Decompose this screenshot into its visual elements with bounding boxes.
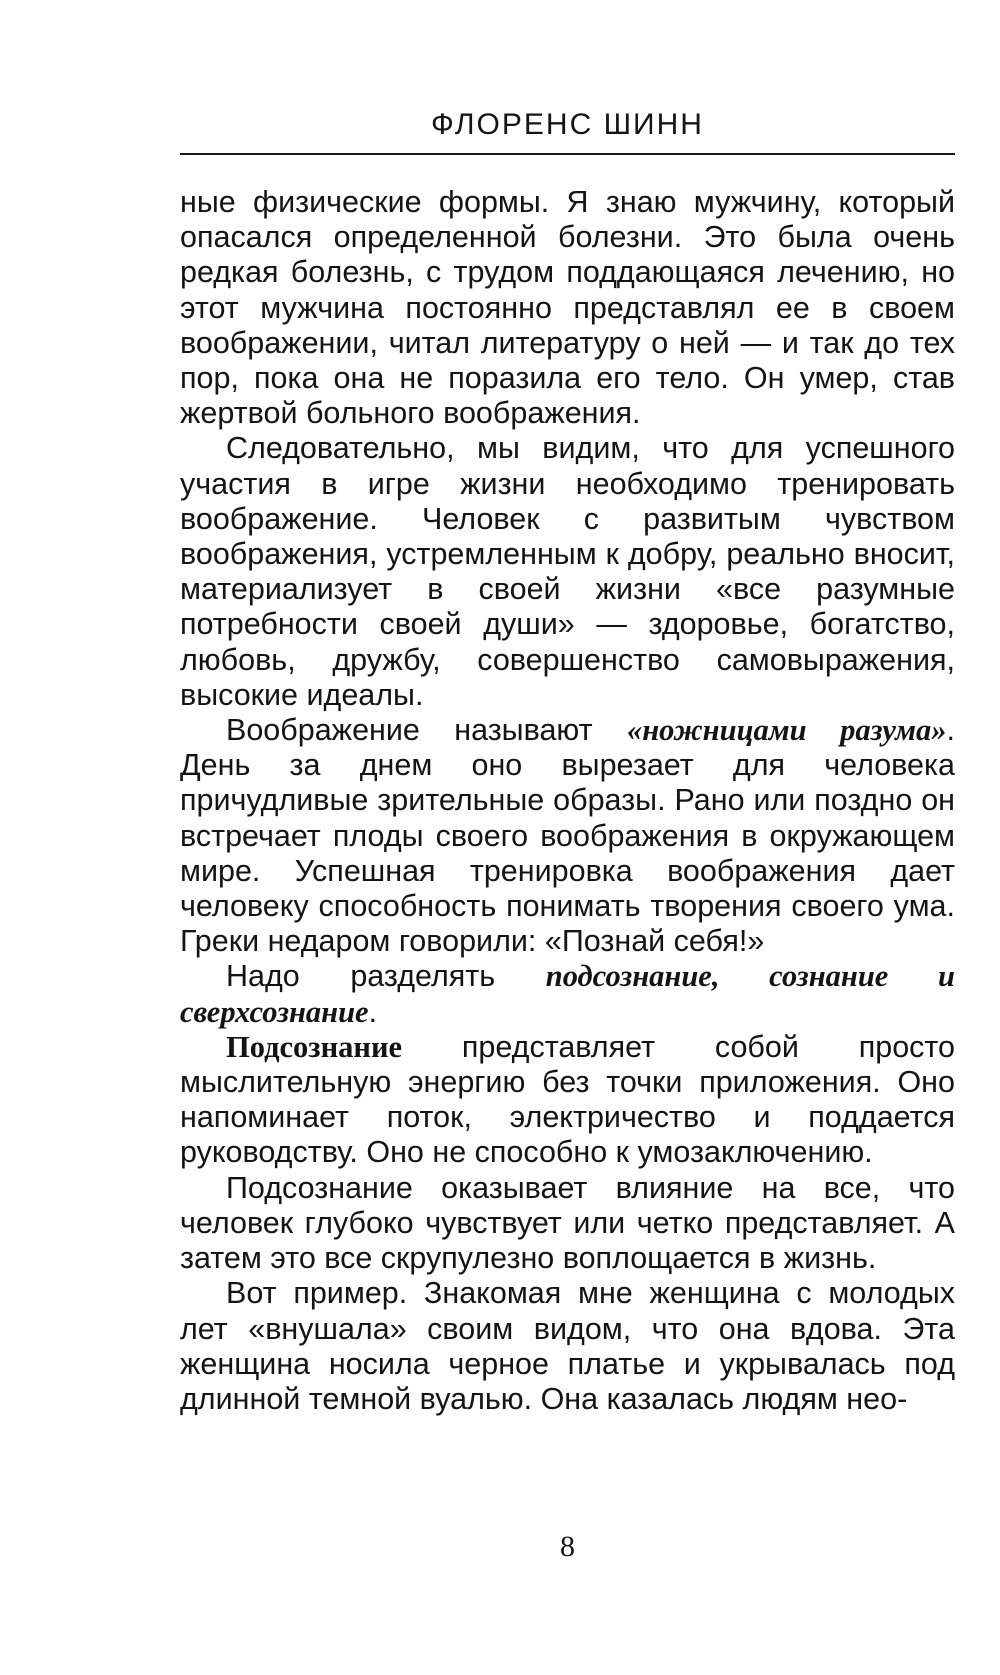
paragraph-text: Следовательно, мы видим, что для успешного участия в игре жизни необходимо тренировать воображение. Человек с развитым чувством воображения, устремленным к добру, реально вносит, материализует в своей жизни «все разумные потребности своей души» — здоровье, богатство, любовь, дружбу, совершенство самовыражения, высокие идеалы.: [180, 431, 955, 712]
paragraph-text: представляет собой просто мыслительную энергию без точки приложения. Оно напоминает поток, электричество и поддается руководству. Оно не способно к умозаключению.: [180, 1029, 955, 1170]
emphasized-phrase: «ножницами разума»: [626, 713, 947, 748]
paragraph-text: ные физические формы. Я знаю мужчину, который опасался определенной болезни. Это была очень редкая болезнь, с трудом поддающаяся лечению, но этот мужчина постоянно представлял ее в своем воображении, читал литературу о ней — и так до тех пор, пока она не поразила его тело. Он умер, став жертвой больного воображения.: [180, 185, 955, 431]
defined-term: Подсознание: [226, 1029, 403, 1064]
paragraph: [180, 1171, 955, 1277]
page-number: 8: [560, 1530, 575, 1563]
paragraph: [180, 1276, 955, 1417]
paragraph: [180, 713, 955, 959]
header-rule: [180, 153, 955, 155]
emphasized-phrase: подсознание, сознание и сверхсознание: [180, 959, 956, 1029]
paragraph-text: Вот пример. Знакомая мне женщина с молодых лет «внушала» своим видом, что она вдова. Эта женщина носила черное платье и укрывалась под длинной темной вуалью. Она казалась людям нео-: [180, 1276, 955, 1416]
paragraph-text: Подсознание оказывает влияние на все, что человек глубоко чувствует или четко представляет. А затем это все скрупулезно воплощается в жизнь.: [180, 1170, 955, 1276]
running-head: ФЛОРЕНС ШИНН: [431, 108, 704, 141]
paragraph-text: Надо разделять: [226, 959, 546, 994]
paragraph-text: Воображение называют: [226, 713, 627, 748]
paragraph: [180, 959, 955, 1029]
paragraph-text: .: [368, 994, 378, 1029]
paragraph: [180, 1030, 955, 1171]
paragraph: [180, 185, 955, 431]
paragraph-text: . День за днем оно вырезает для человека причудливые зрительные образы. Рано или поздно он встречает плоды своего воображения в окружающем мире. Успешная тренировка воображения дает человеку способность понимать творения своего ума. Греки недаром говорили: «Познай себя!»: [180, 713, 956, 959]
body-text: [180, 185, 955, 1417]
paragraph: [180, 431, 955, 713]
